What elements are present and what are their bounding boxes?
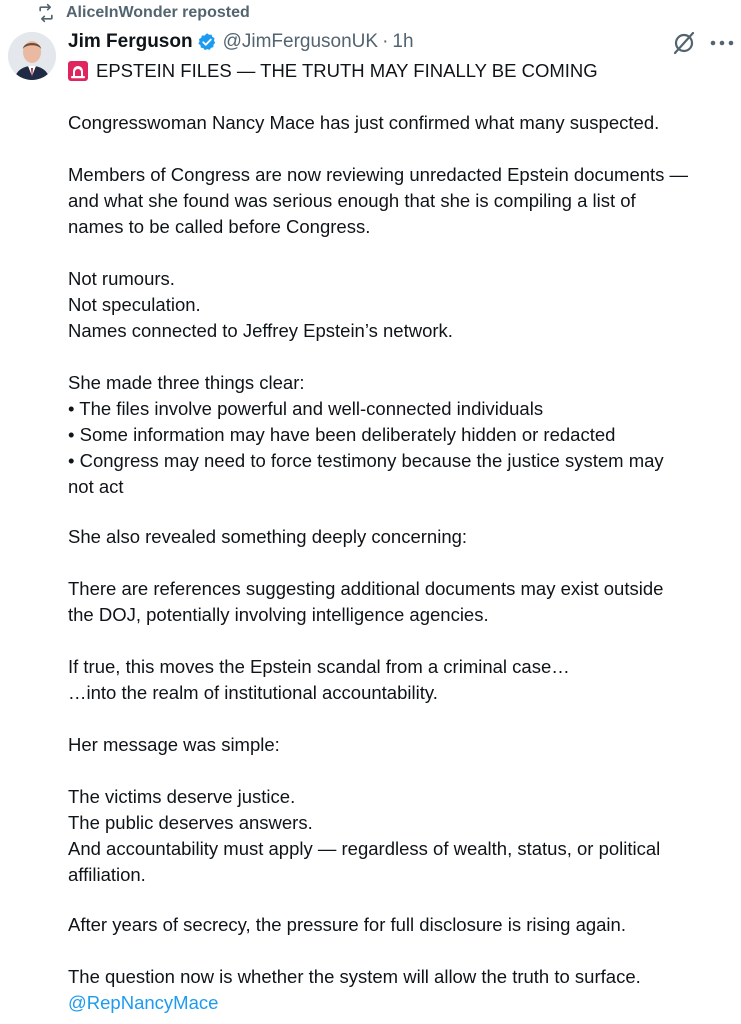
siren-icon bbox=[68, 61, 88, 81]
avatar-image bbox=[8, 32, 56, 80]
tweet-line: Names connected to Jeffrey Epstein’s network. bbox=[68, 320, 453, 341]
tweet-line: Members of Congress are now reviewing unredacted Epstein documents — bbox=[68, 164, 689, 185]
tweet-line: and what she found was serious enough that she is compiling a list of bbox=[68, 190, 636, 211]
tweet-line: And accountability must apply — regardless of wealth, status, or political bbox=[68, 838, 661, 859]
tweet-line: There are references suggesting additional documents may exist outside bbox=[68, 578, 664, 599]
tweet-paragraph bbox=[68, 524, 467, 550]
repost-text: AliceInWonder reposted bbox=[66, 4, 250, 21]
tweet-line: affiliation. bbox=[68, 864, 146, 885]
tweet-paragraph bbox=[68, 576, 663, 628]
verified-badge-icon bbox=[197, 32, 217, 52]
tweet-line: the DOJ, potentially involving intelligence agencies. bbox=[68, 604, 489, 625]
tweet-paragraph bbox=[68, 110, 659, 136]
tweet-paragraph bbox=[68, 732, 280, 758]
tweet-title bbox=[68, 58, 598, 84]
tweet-line: The public deserves answers. bbox=[68, 812, 313, 833]
repost-indicator[interactable] bbox=[36, 2, 250, 24]
tweet-line: names to be called before Congress. bbox=[68, 216, 371, 237]
mention-link[interactable]: @RepNancyMace bbox=[68, 992, 219, 1013]
tweet-actions bbox=[671, 30, 735, 56]
more-icon[interactable] bbox=[709, 30, 735, 56]
separator-dot: · bbox=[382, 31, 389, 52]
timestamp[interactable]: 1h bbox=[392, 31, 414, 52]
tweet-paragraph bbox=[68, 912, 626, 938]
tweet-line: …into the realm of institutional accountability. bbox=[68, 682, 438, 703]
tweet-title-text: EPSTEIN FILES — THE TRUTH MAY FINALLY BE COMING bbox=[96, 60, 598, 81]
tweet-line: She made three things clear: bbox=[68, 372, 305, 393]
repost-icon bbox=[36, 3, 56, 23]
tweet-bullet: • Congress may need to force testimony because the justice system may bbox=[68, 450, 664, 471]
tweet-line: After years of secrecy, the pressure for full disclosure is rising again. bbox=[68, 914, 626, 935]
avatar[interactable] bbox=[8, 32, 56, 80]
tweet-line: not act bbox=[68, 476, 124, 497]
tweet-paragraph bbox=[68, 964, 641, 1016]
author-name[interactable]: Jim Ferguson bbox=[68, 31, 193, 52]
author-handle[interactable]: @JimFergusonUK bbox=[222, 31, 379, 52]
tweet-line: Congresswoman Nancy Mace has just confirmed what many suspected. bbox=[68, 112, 660, 133]
tweet-line: Her message was simple: bbox=[68, 734, 280, 755]
tweet-line: The question now is whether the system will allow the truth to surface. bbox=[68, 966, 641, 987]
tweet-paragraph bbox=[68, 654, 570, 706]
grok-icon[interactable] bbox=[671, 30, 697, 56]
tweet-paragraph bbox=[68, 162, 688, 240]
tweet-line: She also revealed something deeply concerning: bbox=[68, 526, 468, 547]
tweet-line: Not speculation. bbox=[68, 294, 201, 315]
tweet-paragraph bbox=[68, 784, 660, 888]
tweet-paragraph bbox=[68, 266, 453, 344]
tweet-header bbox=[68, 30, 414, 54]
tweet-bullet: • Some information may have been deliberately hidden or redacted bbox=[68, 424, 616, 445]
tweet-bullet: • The files involve powerful and well-connected individuals bbox=[68, 398, 544, 419]
tweet-line: The victims deserve justice. bbox=[68, 786, 296, 807]
tweet-paragraph bbox=[68, 370, 664, 500]
tweet-line: If true, this moves the Epstein scandal from a criminal case… bbox=[68, 656, 570, 677]
tweet-line: Not rumours. bbox=[68, 268, 175, 289]
